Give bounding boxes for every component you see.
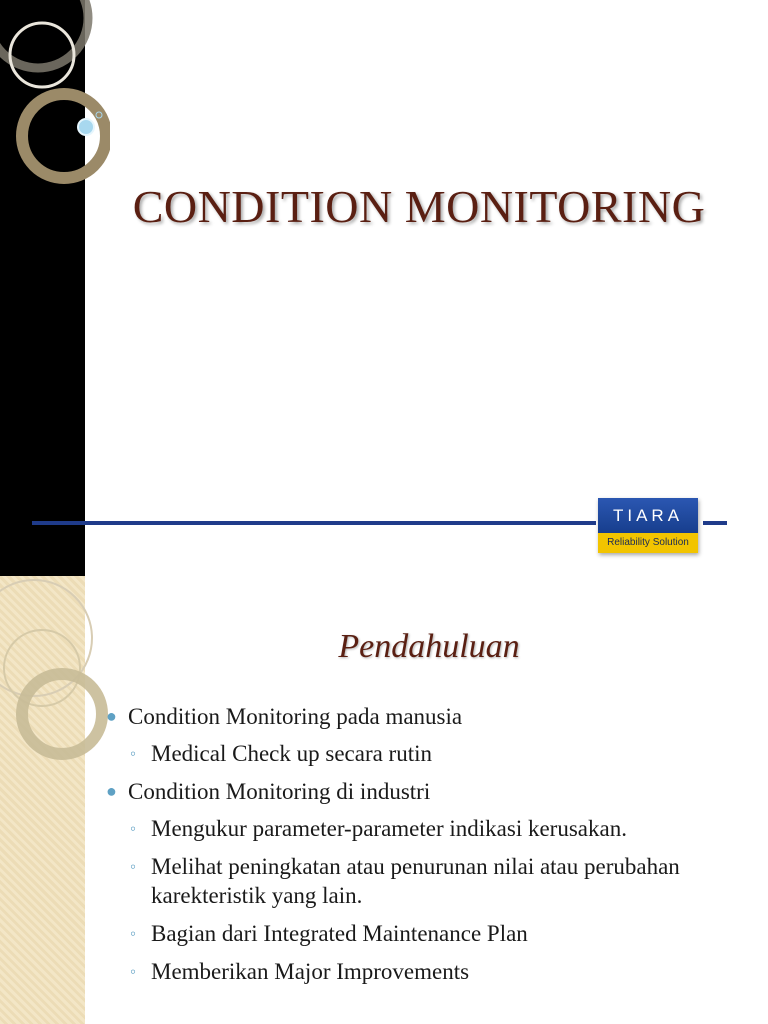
list-item — [104, 957, 744, 986]
slide-heading: Pendahuluan — [338, 628, 520, 665]
content-slide — [0, 576, 768, 1024]
tiara-logo — [598, 498, 698, 553]
decorative-rings-icon — [0, 0, 110, 200]
slide-sidebar — [0, 0, 85, 576]
list-item — [104, 777, 744, 806]
divider-line-left — [32, 521, 596, 525]
slide-sidebar — [0, 576, 85, 1024]
bullet-text: Medical Check up secara rutin — [151, 741, 432, 766]
logo-tagline: Reliability Solution — [598, 533, 698, 553]
bullet-ring-icon: ◦ — [130, 857, 137, 876]
bullet-dot-icon: ● — [106, 706, 117, 726]
bullet-text: Bagian dari Integrated Maintenance Plan — [151, 921, 528, 946]
bullet-ring-icon: ◦ — [130, 962, 137, 981]
bullet-ring-icon: ◦ — [130, 924, 137, 943]
bullet-text: Memberikan Major Improvements — [151, 959, 470, 984]
bullet-text: Condition Monitoring di industri — [128, 779, 431, 804]
list-item — [104, 702, 744, 731]
presentation-title: CONDITION MONITORING — [132, 181, 706, 232]
bullet-ring-icon: ◦ — [130, 819, 137, 838]
list-item — [104, 919, 744, 948]
bullet-ring-icon: ◦ — [130, 744, 137, 763]
bullet-text: Condition Monitoring pada manusia — [128, 704, 463, 729]
bullet-list — [104, 702, 744, 995]
bullet-text: Melihat peningkatan atau penurunan nilai atau perubahan karekteristik yang lain. — [151, 854, 680, 908]
list-item — [104, 852, 744, 910]
divider-line-right — [703, 521, 727, 525]
bullet-text: Mengukur parameter-parameter indikasi kerusakan. — [151, 816, 627, 841]
bullet-dot-icon: ● — [106, 781, 117, 801]
decorative-rings-icon — [0, 576, 110, 796]
list-item — [104, 739, 744, 768]
list-item — [104, 814, 744, 843]
logo-name: TIARA — [598, 498, 698, 533]
